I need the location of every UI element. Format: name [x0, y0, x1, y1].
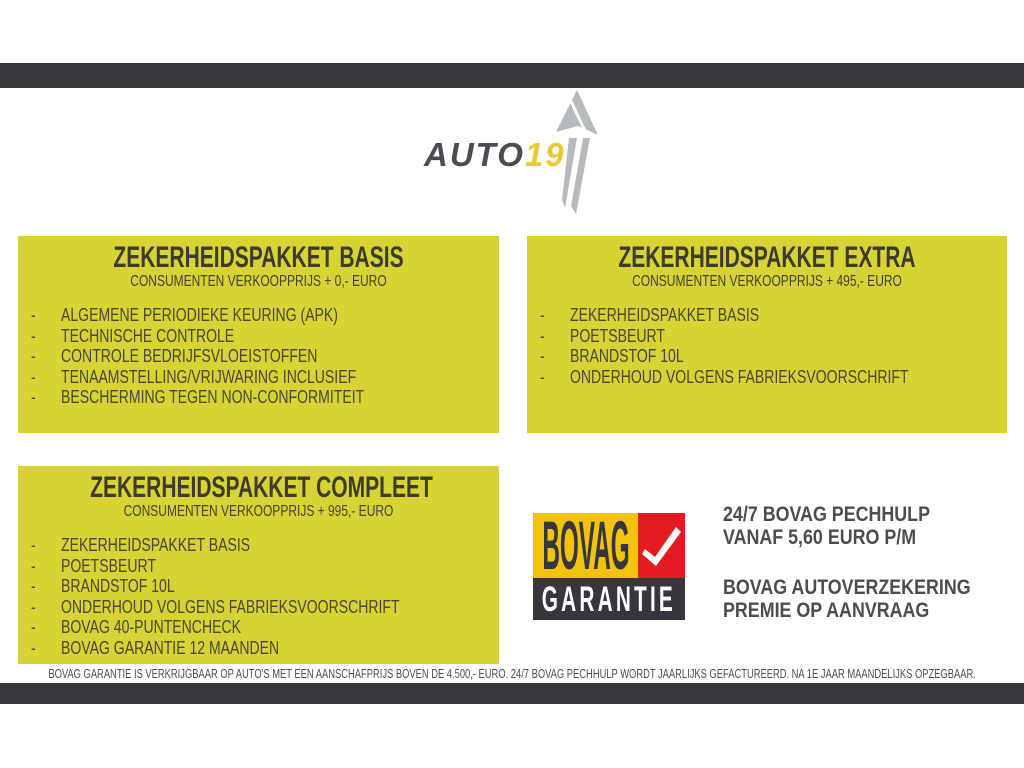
- logo-text-19: 19: [524, 136, 566, 173]
- bovag-logo-wordmark-cell: [533, 513, 638, 578]
- package-item: - TECHNISCHE CONTROLE: [31, 325, 235, 346]
- bovag-garantie-logo: [533, 513, 685, 620]
- disclaimer-strip: [0, 664, 1024, 682]
- offer-line: BOVAG AUTOVERZEKERING: [723, 576, 971, 599]
- dash-bullet: -: [31, 346, 36, 367]
- dash-bullet: -: [31, 576, 36, 597]
- package-title: ZEKERHEIDSPAKKET BASIS: [113, 241, 404, 274]
- package-item-list: [18, 535, 499, 659]
- dash-bullet: -: [31, 305, 36, 325]
- offer-line: VANAF 5,60 EURO P/M: [723, 526, 917, 549]
- offer-pechhulp: [723, 503, 1014, 549]
- package-item: - POETSBEURT: [31, 555, 156, 576]
- bovag-logo-text: BOVAG: [541, 513, 630, 578]
- package-item-list: [18, 305, 499, 408]
- bovag-offers: [723, 503, 1014, 622]
- package-item: - ZEKERHEIDSPAKKET BASIS: [31, 535, 251, 555]
- checkmark-icon: [642, 523, 682, 569]
- package-subtitle: CONSUMENTEN VERKOOPPRIJS + 995,- EURO: [123, 503, 394, 520]
- package-item: - ALGEMENE PERIODIEKE KEURING (APK): [31, 305, 338, 325]
- package-item: - TENAAMSTELLING/VRIJWARING INCLUSIEF: [31, 366, 357, 387]
- bovag-logo-top: [533, 513, 685, 578]
- package-item: - POETSBEURT: [540, 325, 665, 346]
- bottom-divider-bar: [0, 683, 1024, 704]
- package-card-basis: [18, 236, 499, 433]
- package-item: - BESCHERMING TEGEN NON-CONFORMITEIT: [31, 387, 365, 408]
- package-card-compleet: [18, 466, 499, 664]
- dash-bullet: -: [31, 637, 36, 658]
- package-title: ZEKERHEIDSPAKKET EXTRA: [618, 241, 916, 274]
- bovag-garantie-text: GARANTIE: [541, 578, 677, 619]
- dash-bullet: -: [31, 325, 36, 346]
- dash-bullet: -: [540, 325, 545, 346]
- auto19-logo: [418, 88, 608, 218]
- dash-bullet: -: [31, 366, 36, 387]
- top-divider-bar: [0, 63, 1024, 88]
- dash-bullet: -: [540, 305, 545, 325]
- package-item: - BRANDSTOF 10L: [31, 576, 175, 597]
- dash-bullet: -: [540, 366, 545, 387]
- package-item: - ONDERHOUD VOLGENS FABRIEKSVOORSCHRIFT: [540, 366, 909, 387]
- package-card-extra: [527, 236, 1007, 433]
- package-item: - ZEKERHEIDSPAKKET BASIS: [540, 305, 760, 325]
- offer-line: 24/7 BOVAG PECHHULP: [723, 503, 930, 526]
- package-item: - BRANDSTOF 10L: [540, 346, 684, 367]
- logo-wordmark: [424, 136, 566, 174]
- package-subtitle: CONSUMENTEN VERKOOPPRIJS + 495,- EURO: [632, 273, 902, 290]
- dash-bullet: -: [31, 596, 36, 617]
- dash-bullet: -: [31, 617, 36, 638]
- package-item: - BOVAG 40-PUNTENCHECK: [31, 617, 241, 638]
- package-subtitle: CONSUMENTEN VERKOOPPRIJS + 0,- EURO: [130, 273, 387, 290]
- dash-bullet: -: [540, 346, 545, 367]
- disclaimer-text: BOVAG GARANTIE IS VERKRIJGBAAR OP AUTO'S MET EEN AANSCHAFPRIJS BOVEN DE 4.500,- EURO. 24/7 BOVAG PECHHULP WORDT JAARLIJKS GEFACTUREERD. NA 1E JAAR MAANDELIJKS OPZEGBAAR.: [48, 665, 976, 681]
- package-item: - CONTROLE BEDRIJFSVLOEISTOFFEN: [31, 346, 318, 367]
- dash-bullet: -: [31, 535, 36, 555]
- package-item-list: [527, 305, 1007, 387]
- package-title: ZEKERHEIDSPAKKET COMPLEET: [90, 471, 433, 504]
- offer-verzekering: [723, 576, 1014, 622]
- package-item: - BOVAG GARANTIE 12 MAANDEN: [31, 637, 280, 658]
- logo-text-auto: AUTO: [424, 136, 525, 173]
- bovag-logo-check-cell: [638, 513, 685, 578]
- package-item: - ONDERHOUD VOLGENS FABRIEKSVOORSCHRIFT: [31, 596, 400, 617]
- bovag-logo-bottom: [533, 578, 685, 620]
- dash-bullet: -: [31, 387, 36, 408]
- offer-line: PREMIE OP AANVRAAG: [723, 599, 930, 622]
- dash-bullet: -: [31, 555, 36, 576]
